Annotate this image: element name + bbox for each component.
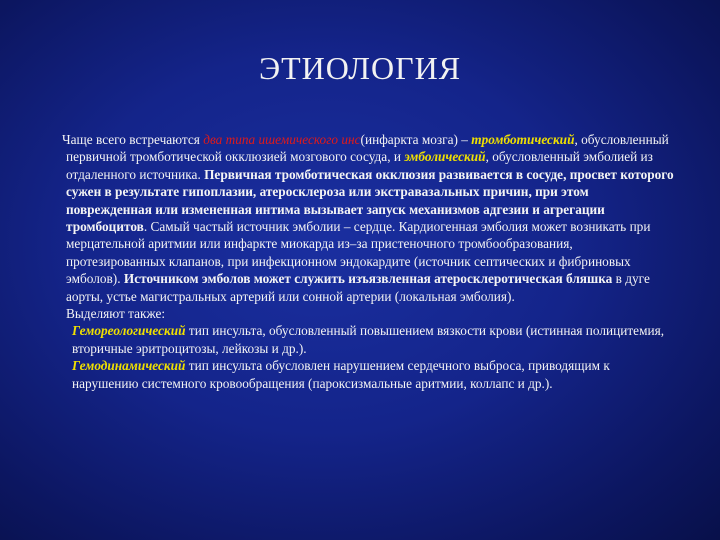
slide-title: ЭТИОЛОГИЯ [258,50,462,86]
text-run: . Самый частый источник эмболии – сердце. Кардиогенная эмболия может возникать при мерцательной аритмии или инфаркте миокарда из–за пристеночного тромбообразования, протезированных клапанов, при инфекционном эндокардите (источник септических и фибриновых эмболов). [66,219,651,287]
term-hemorheological: Гемореологический [72,323,186,339]
text-run: тип инсульта обусловлен нарушением сердечного выброса, приводящим к нарушению системного кровообращения (пароксизмальные аритмии, коллапс и др.). [72,358,610,391]
slide-body [62,131,674,392]
term-hemodynamic: Гемодинамический [72,358,186,374]
text-run: , обусловленный эмболией из отдаленного источника. [66,149,653,182]
term-thrombotic: тромботический [471,132,575,147]
text-run: в дуге аорты, устье магистральных артерий или сонной артерии (локальная эмболия). [66,271,650,304]
text-run: (инфаркта мозга) – [360,132,472,147]
term-embolic: эмболический [404,149,486,165]
text-run: тип инсульта, обусловленный повышением вязкости крови (истинная полицитемия, вторичные эритроцитозы, лейкозы и др.). [72,323,665,356]
highlight-red-text: два типа ишемического инс [203,132,361,147]
paragraph-hemorheological [66,322,674,357]
paragraph-etiology [62,131,674,305]
paragraph-also-distinguished: Выделяют также: [66,306,166,322]
bold-text-embolus-source: Источником эмболов может служить изъязвленная атеросклеротическая бляшка [123,271,613,287]
bold-text-thrombotic-occlusion: Первичная тромботическая окклюзия развивается в сосуде, просвет которого сужен в результате гипоплазии, атеросклероза или экстравазальных причин, при этом поврежденная или измененная интима вызывает запуск механизмов адгезии и агрегации тромбоцитов [66,166,674,235]
text-run: , обусловленный первичной тромботической окклюзией мозгового сосуда, и [66,132,669,165]
text-run: Чаще всего встречаются [62,132,204,147]
paragraph-hemodynamic [66,357,674,392]
